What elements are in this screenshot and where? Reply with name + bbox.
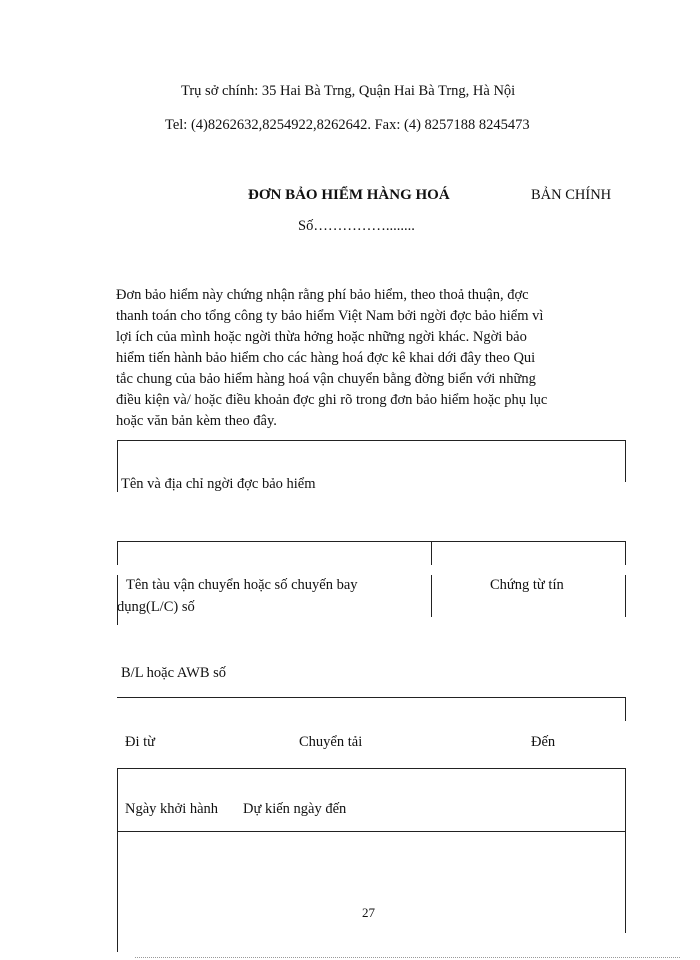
document-title: ĐƠN BẢO HIỂM HÀNG HOÁ bbox=[248, 187, 450, 203]
vessel-box-right-upper bbox=[625, 541, 626, 565]
departure-date-field[interactable]: Ngày khởi hành bbox=[125, 801, 219, 817]
intro-line: Đơn bảo hiểm này chứng nhận rằng phí bảo hiểm, theo thoả thuận, đợc bbox=[116, 287, 529, 303]
from-port-field[interactable]: Đi từ bbox=[125, 734, 156, 750]
vessel-box-top bbox=[117, 541, 626, 542]
dates-divider bbox=[117, 831, 626, 832]
bl-awb-field[interactable]: B/L hoặc AWB số bbox=[121, 665, 227, 681]
dates-box-left bbox=[117, 768, 118, 952]
transshipment-field[interactable]: Chuyển tải bbox=[299, 734, 363, 750]
vessel-name-field[interactable]: Tên tàu vận chuyển hoặc số chuyến bay bbox=[126, 577, 358, 593]
intro-line: tắc chung của bảo hiểm hàng hoá vận chuyển bằng đờng biển với những bbox=[116, 371, 536, 387]
intro-line: thanh toán cho tổng công ty bảo hiểm Việt Nam bởi ngời đợc bảo hiểm vì bbox=[116, 308, 544, 324]
credit-document-field[interactable]: Chứng từ tín bbox=[490, 577, 564, 593]
intro-line: hoặc văn bản kèm theo đây. bbox=[116, 413, 277, 429]
vessel-box-right-lower bbox=[625, 575, 626, 617]
vessel-box-left-upper bbox=[117, 541, 118, 565]
bl-divider bbox=[117, 697, 626, 698]
dates-box-top bbox=[117, 768, 626, 769]
dates-box-right bbox=[625, 768, 626, 933]
original-badge: BẢN CHÍNH bbox=[531, 187, 612, 203]
bl-box-right bbox=[625, 697, 626, 721]
arrival-date-field[interactable]: Dự kiến ngày đến bbox=[243, 801, 347, 817]
insured-box-top bbox=[117, 440, 626, 441]
insured-name-field[interactable]: Tên và địa chỉ ngời đợc bảo hiểm bbox=[121, 476, 316, 492]
company-address: Trụ sở chính: 35 Hai Bà Trng, Quận Hai Bà Trng, Hà Nội bbox=[181, 83, 516, 99]
insured-box-left bbox=[117, 440, 118, 492]
vessel-box-mid-upper bbox=[431, 541, 432, 565]
page-number: 27 bbox=[362, 905, 375, 920]
intro-line: lợi ích của mình hoặc ngời thừa hởng hoặc những ngời khác. Ngời bảo bbox=[116, 329, 527, 345]
policy-number: Số……………........ bbox=[298, 218, 415, 234]
intro-line: điều kiện và/ hoặc điều khoản đợc ghi rõ trong đơn bảo hiểm hoặc phụ lục bbox=[116, 392, 548, 408]
page-bottom-rule bbox=[135, 957, 680, 958]
intro-line: hiểm tiến hành bảo hiểm cho các hàng hoá đợc kê khai dới đây theo Qui bbox=[116, 350, 536, 366]
vessel-box-mid-lower bbox=[431, 575, 432, 617]
insured-box-right bbox=[625, 440, 626, 482]
destination-field[interactable]: Đến bbox=[531, 734, 556, 750]
lc-number-field[interactable]: dụng(L/C) số bbox=[117, 599, 195, 615]
intro-paragraph bbox=[116, 285, 624, 432]
company-contact: Tel: (4)8262632,8254922,8262642. Fax: (4) 8257188 8245473 bbox=[165, 117, 530, 133]
